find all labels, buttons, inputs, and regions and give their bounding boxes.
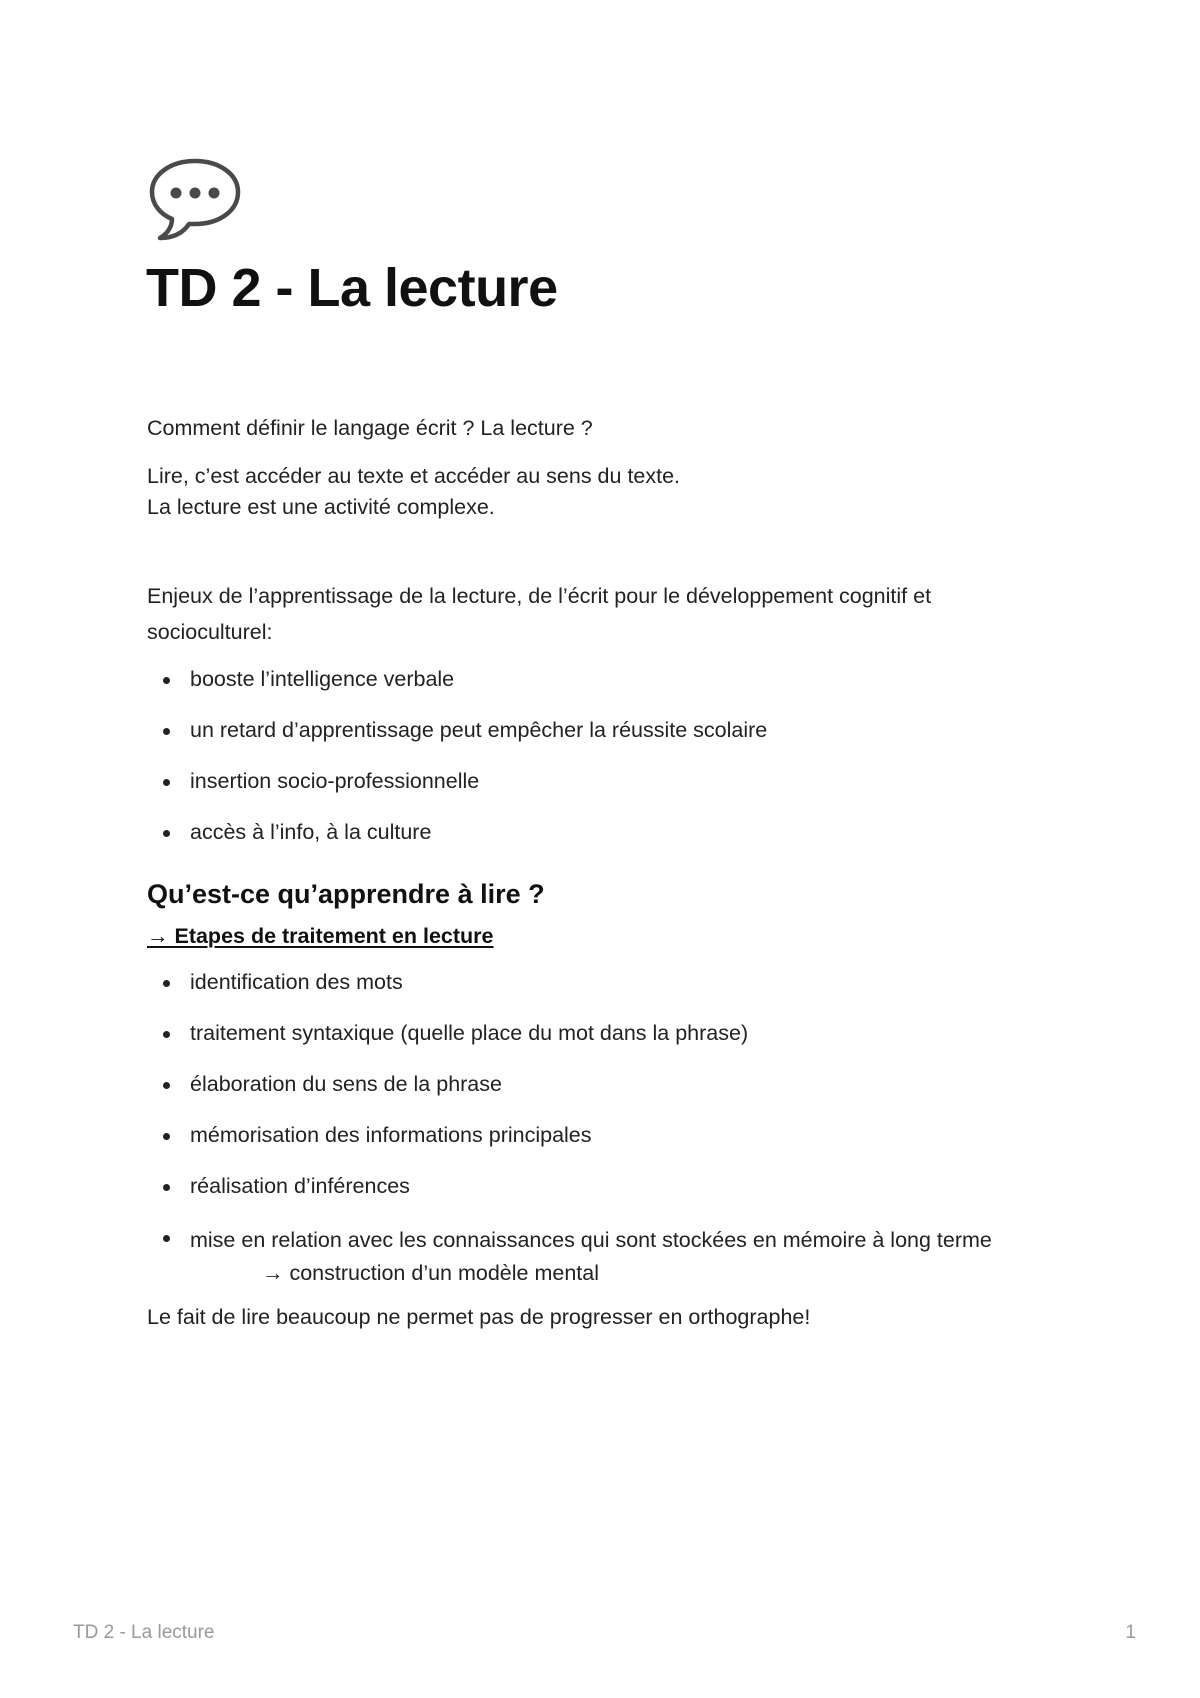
list-item: insertion socio-professionnelle bbox=[147, 766, 1057, 797]
list-item: un retard d’apprentissage peut empêcher la réussite scolaire bbox=[147, 715, 1057, 746]
definition-line-1: Lire, c’est accéder au texte et accéder au sens du texte. bbox=[147, 464, 681, 488]
speech-balloon-icon bbox=[147, 155, 243, 243]
footer-doc-title: TD 2 - La lecture bbox=[73, 1622, 215, 1643]
list-item: identification des mots bbox=[147, 967, 1057, 998]
steps-list bbox=[147, 967, 1057, 1258]
document-page bbox=[147, 155, 1057, 1333]
page-number: 1 bbox=[1125, 1622, 1136, 1643]
page-title: TD 2 - La lecture bbox=[146, 258, 558, 318]
definition-text bbox=[147, 461, 1057, 523]
list-item: élaboration du sens de la phrase bbox=[147, 1069, 1057, 1100]
definition-line-2: La lecture est une activité complexe. bbox=[147, 495, 495, 519]
indent-note: → construction d’un modèle mental bbox=[262, 1261, 600, 1285]
list-item: mise en relation avec les connaissances qui sont stockées en mémoire à long terme bbox=[147, 1222, 1057, 1258]
list-item: traitement syntaxique (quelle place du mot dans la phrase) bbox=[147, 1018, 1057, 1049]
conclusion-text: Le fait de lire beaucoup ne permet pas de progresser en orthographe! bbox=[147, 1305, 811, 1329]
page-footer bbox=[73, 1622, 1136, 1644]
enjeux-list bbox=[147, 664, 1057, 848]
section-heading: Qu’est-ce qu’apprendre à lire ? bbox=[147, 879, 545, 909]
enjeux-paragraph: Enjeux de l’apprentissage de la lecture, de l’écrit pour le développement cognitif et socioculturel: bbox=[147, 584, 932, 644]
list-item: booste l’intelligence verbale bbox=[147, 664, 1057, 695]
list-item: réalisation d’inférences bbox=[147, 1171, 1057, 1202]
section-subheading: → Etapes de traitement en lecture bbox=[147, 924, 494, 948]
intro-question: Comment définir le langage écrit ? La lecture ? bbox=[147, 416, 593, 440]
list-item: accès à l’info, à la culture bbox=[147, 817, 1057, 848]
list-item: mémorisation des informations principales bbox=[147, 1120, 1057, 1151]
